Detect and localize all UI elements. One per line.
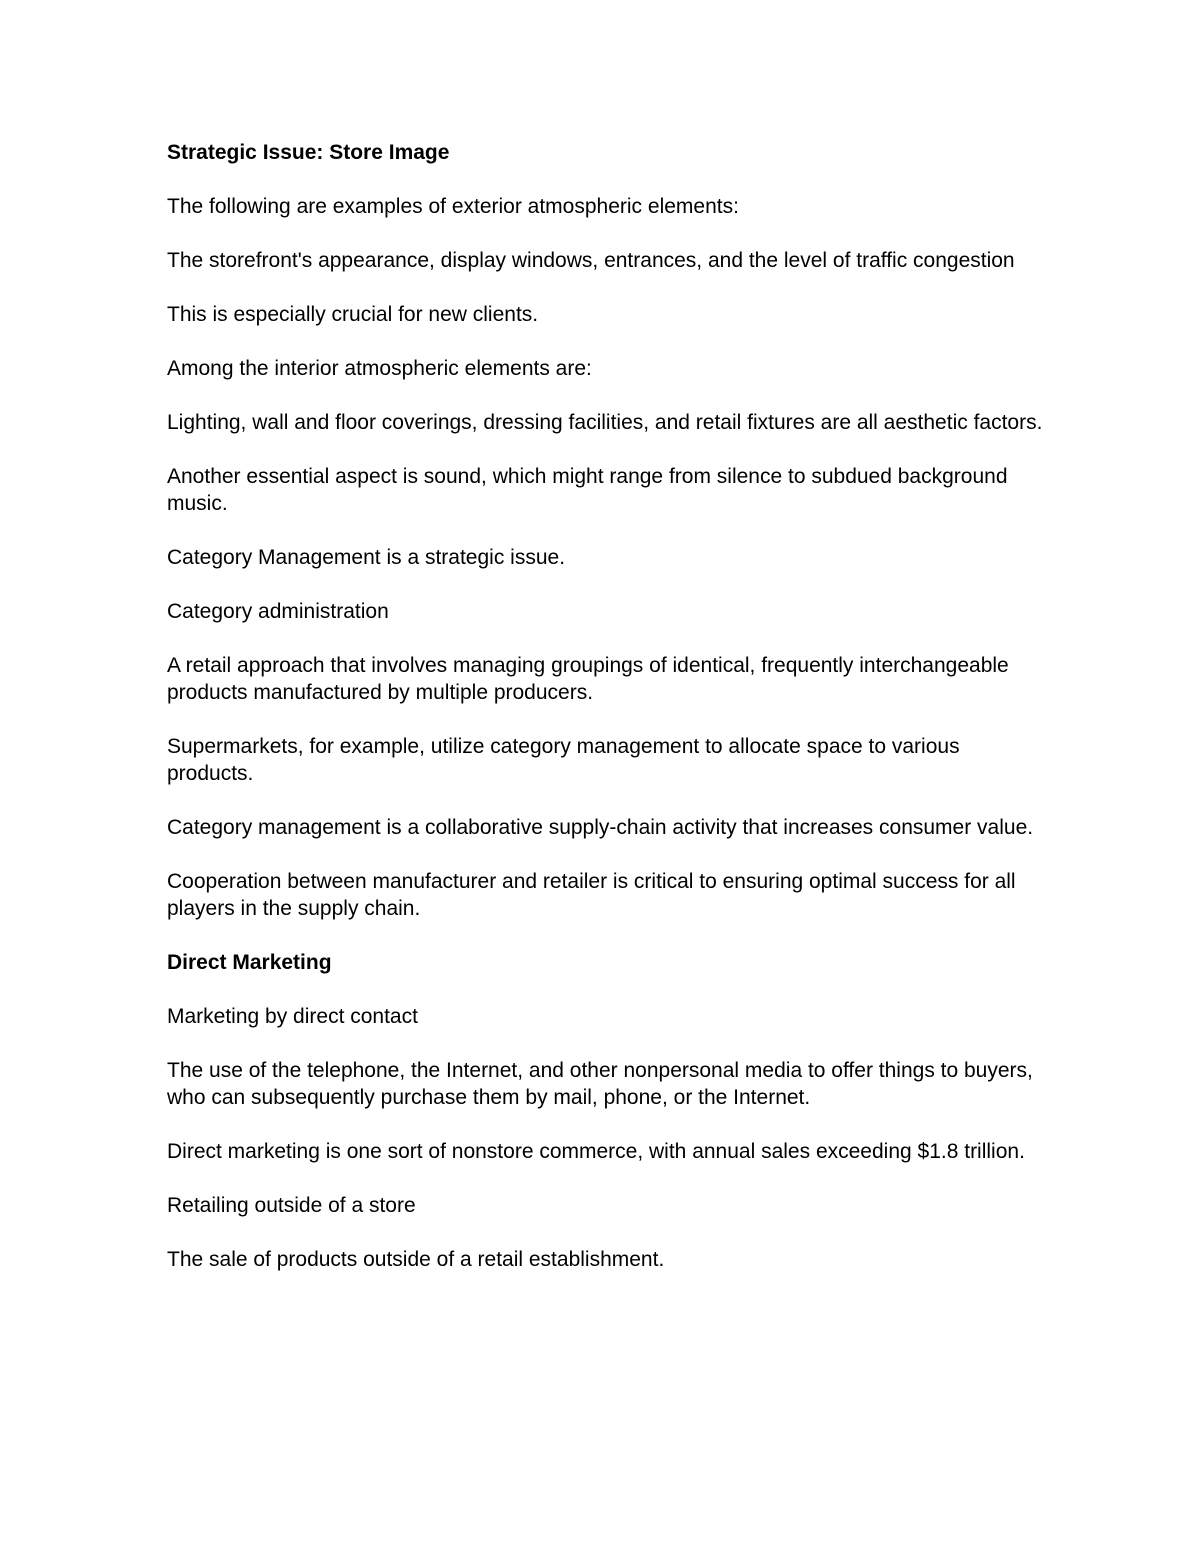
paragraph: Cooperation between manufacturer and retailer is critical to ensuring optimal success for all players in the supply chain. xyxy=(167,870,1016,920)
paragraph: The use of the telephone, the Internet, and other nonpersonal media to offer things to buyers, who can subsequently purchase them by mail, phone, or the Internet. xyxy=(167,1059,1033,1109)
paragraph: Category management is a collaborative supply-chain activity that increases consumer value. xyxy=(167,816,1034,839)
paragraph: Direct marketing is one sort of nonstore commerce, with annual sales exceeding $1.8 trillion. xyxy=(167,1140,1025,1163)
paragraph: Retailing outside of a store xyxy=(167,1194,416,1217)
paragraph: Supermarkets, for example, utilize category management to allocate space to various products. xyxy=(167,735,960,785)
paragraph: The sale of products outside of a retail establishment. xyxy=(167,1248,665,1271)
paragraph: This is especially crucial for new clients. xyxy=(167,303,539,326)
paragraph: Among the interior atmospheric elements are: xyxy=(167,357,592,380)
section-heading-direct-marketing: Direct Marketing xyxy=(167,951,332,974)
paragraph: Lighting, wall and floor coverings, dressing facilities, and retail fixtures are all aesthetic factors. xyxy=(167,411,1043,434)
paragraph: Another essential aspect is sound, which might range from silence to subdued background music. xyxy=(167,465,1008,515)
paragraph: The following are examples of exterior atmospheric elements: xyxy=(167,195,739,218)
paragraph: Category administration xyxy=(167,600,389,623)
paragraph: A retail approach that involves managing groupings of identical, frequently interchangeable products manufactured by multiple producers. xyxy=(167,654,1009,704)
document-body xyxy=(167,139,1047,1300)
paragraph: The storefront's appearance, display windows, entrances, and the level of traffic congestion xyxy=(167,249,1015,272)
paragraph: Marketing by direct contact xyxy=(167,1005,418,1028)
section-heading-store-image: Strategic Issue: Store Image xyxy=(167,141,450,164)
paragraph: Category Management is a strategic issue. xyxy=(167,546,566,569)
